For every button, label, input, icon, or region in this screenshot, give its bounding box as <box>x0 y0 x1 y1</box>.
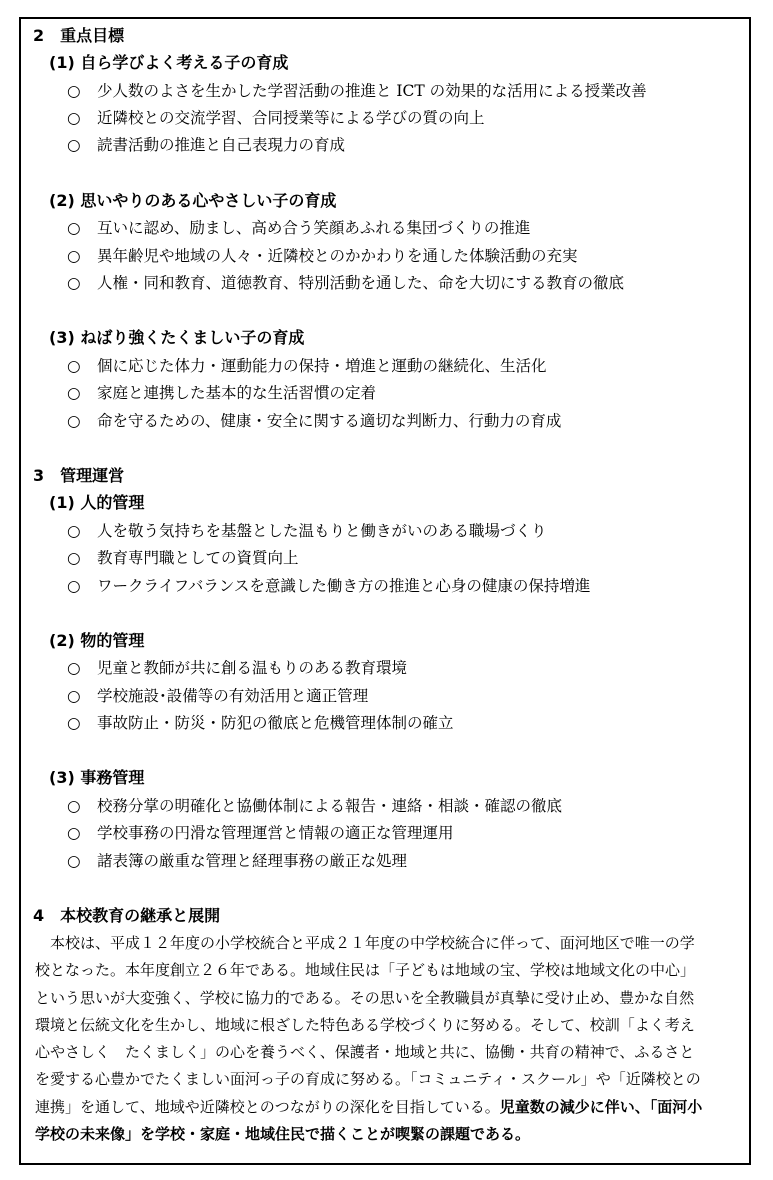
section-2-sub1-label: (1) 自ら学びよく考える子の育成 <box>49 53 289 72</box>
paragraph-line: 心やさしく たくましく」の心を養うべく、保護者・地域と共に、協働・共育の精神で、ふるさと <box>35 1043 695 1062</box>
list-item: ○ 少人数のよさを生かした学習活動の推進と ICT の効果的な活用による授業改善 <box>67 82 647 100</box>
list-item: ○ 家庭と連携した基本的な生活習慣の定着 <box>67 384 377 402</box>
list-item: ○ 人権・同和教育、道徳教育、特別活動を通した、命を大切にする教育の徹底 <box>67 274 625 292</box>
document-frame <box>19 17 751 1165</box>
list-item: ○ 異年齢児や地域の人々・近隣校とのかかわりを通した体験活動の充実 <box>67 247 578 265</box>
paragraph-line <box>35 1094 757 1121</box>
section-3-sub3-label: (3) 事務管理 <box>49 768 145 787</box>
list-item: ○ 校務分掌の明確化と協働体制による報告・連絡・相談・確認の徹底 <box>67 797 563 815</box>
section-3-sub2-label: (2) 物的管理 <box>49 631 145 650</box>
list-item: ○ 学校事務の円滑な管理運営と情報の適正な管理運用 <box>67 824 454 842</box>
list-item: ○ 読書活動の推進と自己表現力の育成 <box>67 136 346 154</box>
paragraph-emphasis: 児童数の減少に伴い、「面河小 <box>499 1097 703 1116</box>
paragraph-line: 環境と伝統文化を生かし、地域に根ざした特色ある学校づくりに努める。そして、校訓「よく考え <box>35 1015 695 1034</box>
paragraph-line: という思いが大変強く、学校に協力的である。その思いを全教職員が真摯に受け止め、豊かな自然 <box>35 988 695 1007</box>
section-3-title: 3 管理運営 <box>33 466 125 485</box>
list-item: ○ 近隣校との交流学習、合同授業等による学びの質の向上 <box>67 109 485 127</box>
section-2-title: 2 重点目標 <box>33 26 125 45</box>
paragraph-emphasis-line: 学校の未来像」を学校・家庭・地域住民で描くことが喫緊の課題である。 <box>35 1125 531 1144</box>
list-item: ○ 諸表簿の厳重な管理と経理事務の厳正な処理 <box>67 852 408 870</box>
paragraph-line: を愛する心豊かでたくましい面河っ子の育成に努める。「コミュニティ・スクール」や「近隣校との <box>35 1070 701 1089</box>
list-item: ○ 児童と教師が共に創る温もりのある教育環境 <box>67 659 408 677</box>
list-item: ○ 人を敬う気持ちを基盤とした温もりと働きがいのある職場づくり <box>67 522 547 540</box>
list-item: ○ 個に応じた体力・運動能力の保持・増進と運動の継続化、生活化 <box>67 357 547 375</box>
section-2-sub3-label: (3) ねばり強くたくましい子の育成 <box>49 328 305 347</box>
list-item: ○ 命を守るための、健康・安全に関する適切な判断力、行動力の育成 <box>67 412 562 430</box>
list-item: ○ 学校施設･設備等の有効活用と適正管理 <box>67 687 369 705</box>
section-4-paragraph <box>35 930 757 1148</box>
section-2-sub2-label: (2) 思いやりのある心やさしい子の育成 <box>49 191 337 210</box>
section-4-title: 4 本校教育の継承と展開 <box>33 906 221 925</box>
list-item: ○ 互いに認め、励まし、高め合う笑顔あふれる集団づくりの推進 <box>67 219 531 237</box>
list-item: ○ ワークライフバランスを意識した働き方の推進と心身の健康の保持増進 <box>67 577 591 595</box>
list-item: ○ 教育専門職としての資質向上 <box>67 549 299 567</box>
section-3-sub1-label: (1) 人的管理 <box>49 493 145 512</box>
paragraph-line: 本校は、平成１２年度の小学校統合と平成２１年度の中学校統合に伴って、面河地区で唯一の学 <box>35 934 695 952</box>
list-item: ○ 事故防止・防災・防犯の徹底と危機管理体制の確立 <box>67 714 454 732</box>
paragraph-text: 連携」を通して、地域や近隣校とのつながりの深化を目指している。 <box>35 1097 500 1116</box>
paragraph-line: 校となった。本年度創立２６年である。地域住民は「子どもは地域の宝、学校は地域文化の中心」 <box>35 961 696 980</box>
